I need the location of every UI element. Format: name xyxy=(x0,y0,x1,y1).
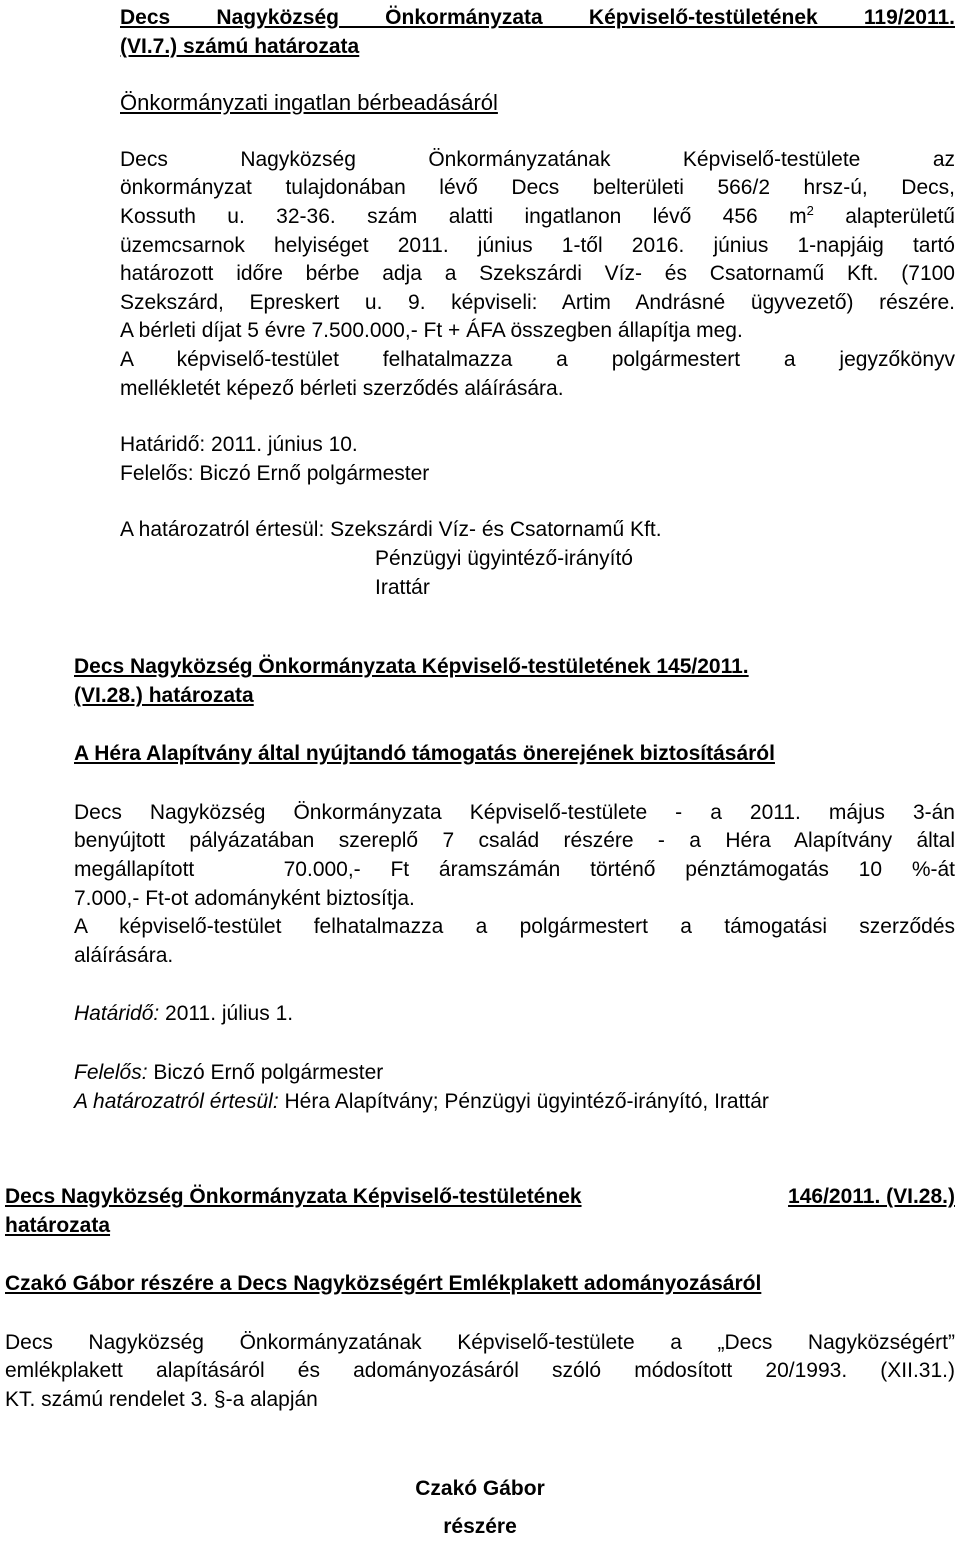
resolution-title-line2: (VI.7.) számú határozata xyxy=(120,34,360,58)
resolution-subject: Czakó Gábor részére a Decs Nagyközségért Emlékplakett adományozásáról xyxy=(5,1272,762,1296)
notify-value: Héra Alapítvány; Pénzügyi ügyintéző-irányító, Irattár xyxy=(278,1089,769,1113)
body-line: Kossuth u. 32-36. szám alatti ingatlanon lévő 456 $m^2$ alapterületű xyxy=(120,202,955,228)
deadline xyxy=(74,1000,955,1029)
notify-recipient: Pénzügyi ügyintéző-irányító xyxy=(375,546,633,570)
body-line: üzemcsarnok helyiséget 2011. június 1-től 2016. június 1-napjáig tartó xyxy=(120,233,955,257)
resolution-title xyxy=(5,1183,955,1212)
notify-recipient: Irattár xyxy=(375,575,430,599)
title-left: Decs Nagyközség Önkormányzata Képviselő-testületének xyxy=(5,1185,582,1208)
body-line: Decs Nagyközség Önkormányzata Képviselő-testülete - a 2011. május 3-án xyxy=(74,800,955,824)
body-line: A bérleti díjat 5 évre 7.500.000,- Ft + ÁFA összegben állapítja meg. xyxy=(120,319,743,343)
recipient-name: Czakó Gábor xyxy=(415,1476,545,1500)
notify-line xyxy=(120,516,955,545)
resolution-title-line2: határozata xyxy=(5,1213,111,1237)
body-line: aláírására. xyxy=(74,943,174,967)
resolution-title: Decs Nagyközség Önkormányzata Képviselő-testületének 145/2011. xyxy=(74,655,749,678)
body-line: Decs Nagyközség Önkormányzatának Képviselő-testülete a „Decs Nagyközségért” xyxy=(5,1330,955,1354)
resolution-subject: A Héra Alapítvány által nyújtandó támogatás önerejének biztosításáról xyxy=(74,742,775,766)
body-line: határozott időre bérbe adja a Szekszárdi Víz- és Csatornamű Kft. (7100 xyxy=(120,262,955,286)
responsible-value: Biczó Ernő polgármester xyxy=(147,1060,384,1084)
responsible xyxy=(74,1059,955,1088)
resolution-subject: Önkormányzati ingatlan bérbeadásáról xyxy=(120,90,498,116)
responsible-label: Felelős: xyxy=(74,1060,148,1084)
resolution-title-line2: (VI.28.) határozata xyxy=(74,683,254,707)
title-right: 146/2011. (VI.28.) xyxy=(788,1185,955,1208)
notify-label: A határozatról értesül: xyxy=(74,1089,279,1113)
resolution-119 xyxy=(120,4,955,602)
resolution-145 xyxy=(74,653,955,1116)
deadline-value: 2011. július 1. xyxy=(159,1002,294,1026)
body-line: KT. számú rendelet 3. §-a alapján xyxy=(5,1387,318,1411)
resolution-146 xyxy=(5,1183,955,1542)
notify-recipient: Szekszárdi Víz- és Csatornamű Kft. xyxy=(330,518,662,542)
body-line: Decs Nagyközség Önkormányzatának Képviselő-testülete az xyxy=(120,147,955,171)
body-line: megállapított 70.000,- Ft áramszámán történő pénztámogatás 10 %-át xyxy=(74,857,955,881)
body-line: A képviselő-testület felhatalmazza a polgármestert a jegyzőkönyv xyxy=(120,347,955,371)
body-line: benyújtott pályázatában szereplő 7 család részére - a Héra Alapítvány által xyxy=(74,829,955,853)
superscript: 2 xyxy=(806,202,814,218)
body-line: Szekszárd, Epreskert u. 9. képviseli: Artim Andrásné ügyvezető) részére. xyxy=(120,290,955,314)
resolution-title: Decs Nagyközség Önkormányzata Képviselő-testületének 119/2011. xyxy=(120,6,955,29)
body-line: mellékletét képező bérleti szerződés aláírására. xyxy=(120,376,564,400)
body-line: önkormányzat tulajdonában lévő Decs belterületi 566/2 hrsz-ú, Decs, xyxy=(120,176,955,200)
deadline: Határidő: 2011. június 10. xyxy=(120,433,358,457)
body-line: 7.000,- Ft-ot adományként biztosítja. xyxy=(74,886,415,910)
responsible: Felelős: Biczó Ernő polgármester xyxy=(120,461,430,485)
notify-label: A határozatról értesül: xyxy=(120,518,331,542)
recipient-suffix: részére xyxy=(443,1515,517,1539)
body-line: emlékplakett alapításáról és adományozásáról szóló módosított 20/1993. (XII.31.) xyxy=(5,1359,955,1383)
body-line: A képviselő-testület felhatalmazza a polgármestert a támogatási szerződés xyxy=(74,915,955,939)
notify-line xyxy=(74,1088,955,1117)
deadline-label: Határidő: xyxy=(74,1002,160,1026)
